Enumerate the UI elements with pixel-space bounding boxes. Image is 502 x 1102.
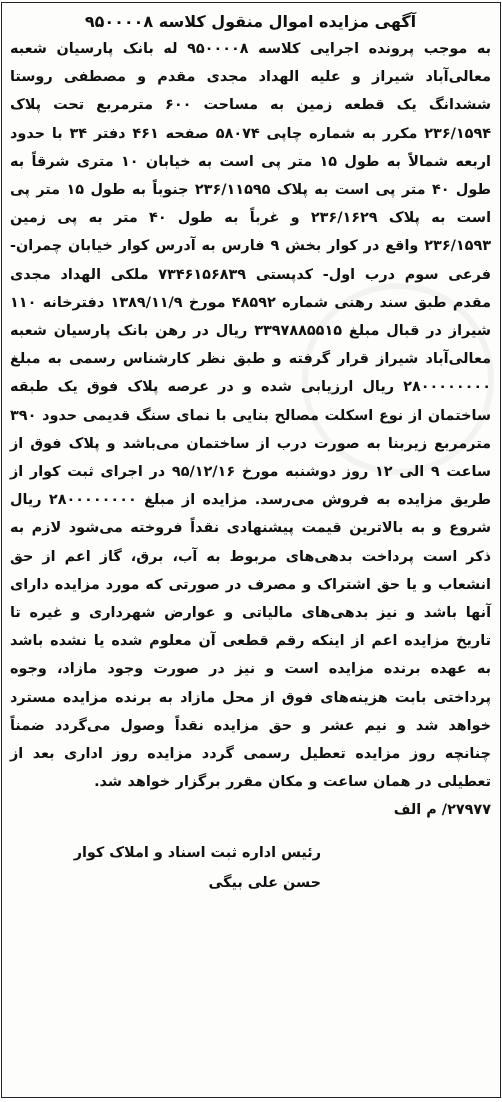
signature-block xyxy=(10,838,491,898)
notice-title: آگهی مزایده اموال منقول کلاسه ۹۵۰۰۰۰۸ xyxy=(84,12,417,31)
notice-reference: ۲۷۹۷۷/ م الف xyxy=(393,802,491,819)
signature-title: رئیس اداره ثبت اسناد و املاک کوار xyxy=(73,845,321,862)
auction-notice xyxy=(1,2,501,1098)
notice-body: به موجب پرونده اجرایی کلاسه ۹۵۰۰۰۰۸ له بانک پارسیان شعبه معالی‌آباد شیراز و علیه الهداد مجدی مقدم و مصطفی روستا ششدانگ یک قطعه زمین به مساحت ۶۰۰ مترمربع تحت پلاک ۲۳۶/۱۵۹۴ مکرر به شماره چاپی ۵۸۰۷۴ صفحه ۴۶۱ دفتر ۳۴ با حدود اربعه شمالاً به طول ۱۵ متر پی است به خیابان ۱۰ متری شرقاً به طول ۴۰ متر پی است به پلاک ۲۳۶/۱۱۵۹۵ جنوباً به طول ۱۵ متر پی است به پلاک ۲۳۶/۱۶۲۹ و غرباً به طول ۴۰ متر به پی زمین ۲۳۶/۱۵۹۳ واقع در کوار بخش ۹ فارس به آدرس کوار خیابان چمران- فرعی سوم درب اول- کدپستی ۷۳۴۶۱۵۶۸۳۹ ملکی الهداد مجدی مقدم طبق سند رهنی شماره ۴۸۵۹۲ مورخ ۱۳۸۹/۱۱/۹ دفترخانه ۱۱۰ شیراز در قبال مبلغ ۳۳۹۷۸۸۵۵۱۵ ریال در رهن بانک پارسیان شعبه معالی‌آباد شیراز قرار گرفته و طبق نظر کارشناس رسمی به مبلغ ۲۸۰۰۰۰۰۰۰۰ ریال ارزیابی شده و در عرصه پلاک فوق یک طبقه ساختمان از نوع اسکلت مصالح بنایی با نمای سنگ قدیمی حدود ۳۹۰ مترمربع زیربنا به صورت درب از ساختمان می‌باشد و پلاک فوق از ساعت ۹ الی ۱۲ روز دوشنبه مورخ ۹۵/۱۲/۱۶ در اجرای ثبت کوار از طریق مزایده به فروش می‌رسد. مزایده از مبلغ ۲۸۰۰۰۰۰۰۰۰ ریال شروع و به بالاترین قیمت پیشنهادی نقداً فروخته می‌شود لازم به ذکر است پرداخت بدهی‌های مربوط به آب، برق، گاز اعم از حق انشعاب و یا حق اشتراک و مصرف در صورتی که مورد مزایده دارای آنها باشد و نیز بدهی‌های مالیاتی و عوارض شهرداری و غیره تا تاریخ مزایده اعم از اینکه رقم قطعی آن معلوم شده یا نشده باشد به عهده برنده مزایده است و نیز در صورت وجود مازاد، وجوه پرداختی بابت هزینه‌های فوق از محل مازاد به برنده مزایده مسترد خواهد شد و نیم عشر و حق مزایده نقداً وصول می‌گردد ضمناً چنانچه روز مزایده تعطیل رسمی گردد مزایده روز اداری بعد از تعطیلی در همان ساعت و مکان مقرر برگزار خواهد شد. xyxy=(10,41,492,791)
signature-name: حسن علی بیگی xyxy=(208,875,321,892)
